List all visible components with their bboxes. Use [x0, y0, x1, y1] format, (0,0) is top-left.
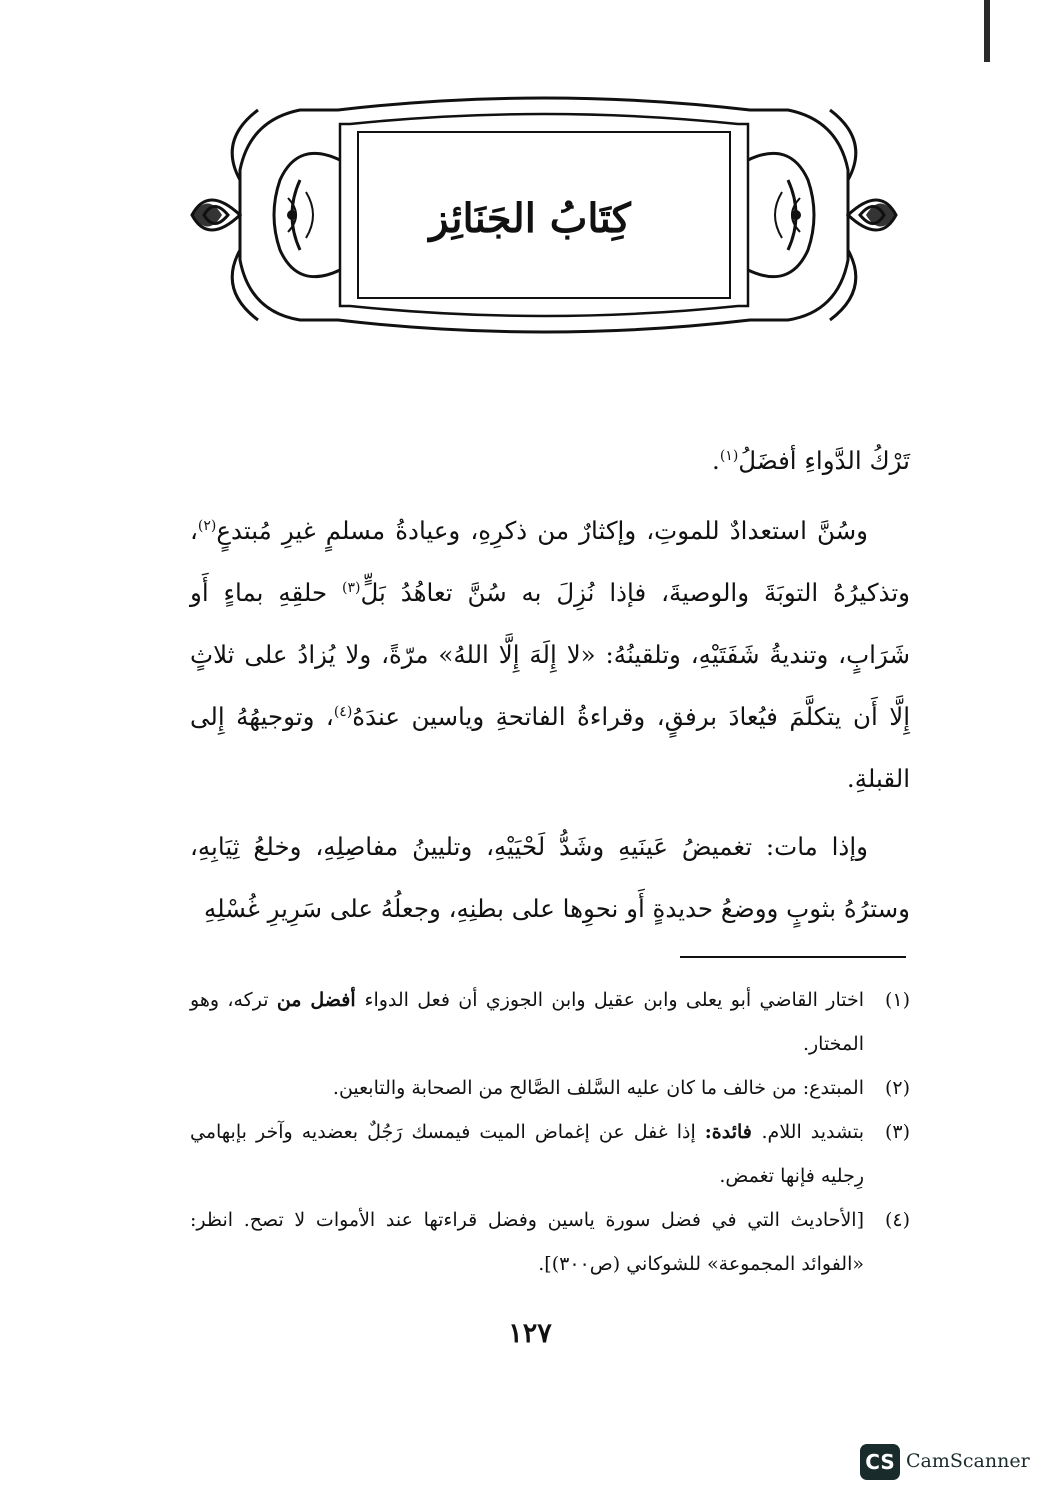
footnotes [190, 978, 910, 1286]
footnote-ref-3: (٣) [342, 579, 361, 596]
footnote-text-part-2: تركه، وهو المختار. [190, 989, 864, 1055]
footnote-text-part: اختار القاضي أبو يعلى وابن عقيل وابن الجوزي أن فعل الدواء [364, 989, 864, 1011]
footnote-text-part: بتشديد اللام. [761, 1121, 864, 1143]
camscanner-logo-icon: CS [860, 1444, 900, 1480]
paragraph-3: وإذا مات: تغميضُ عَينَيهِ وشَدُّ لَحْيَيْهِ، وتليينُ مفاصِلِهِ، وخلعُ ثِيَابِهِ، وسترُهُ بثوبٍ ووضعُ حديدةٍ أَو نحوِها على بطنِهِ، وجعلُهُ على سَرِيرِ غُسْلِهِ [190, 832, 910, 923]
paragraph-2-part-b: ، وتذكيرُهُ التوبَةَ والوصيةَ، فإذا نُزِلَ به سُنَّ تعاهُدُ بَلٍّ [190, 516, 911, 607]
footnote-text-part: [الأحاديث التي في فضل سورة ياسين وفضل قراءتها عند الأموات لا تصح. [243, 1209, 864, 1231]
footnote-2 [190, 1066, 910, 1110]
footnote-number: (٤) [884, 1209, 910, 1231]
footnote-text [190, 1198, 864, 1286]
footnote-3 [190, 1110, 910, 1198]
paragraph-1 [190, 430, 910, 492]
footnote-number: (١) [884, 989, 910, 1011]
paragraph-2-part-c: حلقِهِ بماءٍ أَو شَرَابٍ، وتنديةُ شَفَتَيْهِ، وتلقينُهُ: «لا إِلَهَ إِلَّا اللهُ» مرّةً، ولا يُزادُ على ثلاثٍ إِلَّا أَن يتكلَّمَ فيُعادَ برفقٍ، وقراءةُ الفاتحةِ وياسين عندَهُ [190, 578, 911, 731]
scan-edge-mark [984, 0, 990, 62]
paragraph-2 [190, 500, 910, 810]
paragraph-1-text: تَرْكُ الدَّواءِ أفضَلُ [738, 446, 910, 475]
footnote-number: (٢) [884, 1077, 910, 1099]
footnote-bold-part: فائدة: [704, 1121, 762, 1143]
chapter-title: كِتَابُ الجَنَائِز [429, 194, 631, 242]
footnote-text [190, 978, 864, 1066]
footnote-text-part: المبتدع: من خالف ما كان عليه السَّلف الصَّالح من الصحابة والتابعين. [332, 1077, 864, 1099]
paragraph-2-part-d: ، وتوجيهُهُ إِلى القبلةِ. [190, 702, 910, 793]
footnote-4 [190, 1198, 910, 1286]
footnote-separator [680, 956, 906, 958]
camscanner-watermark: CamScanner [906, 1450, 1030, 1472]
footnote-ref-4: (٤) [333, 703, 353, 720]
page-number: ١٢٧ [508, 1318, 552, 1349]
footnote-text-part-2: انظر: «الفوائد المجموعة» للشوكاني (ص٣٠٠)]. [190, 1209, 864, 1275]
footnote-text-part-2: إذا غفل عن إغماض الميت فيمسك رَجُلٌ بعضديه وآخر بإبهامي رِجليه فإنها تغمض. [190, 1121, 864, 1187]
footnote-bold-part: أفضل من [276, 989, 365, 1011]
footnote-1 [190, 978, 910, 1066]
footnote-ref-2: (٢) [197, 517, 217, 534]
footnote-text [190, 1066, 864, 1110]
footnote-text [190, 1110, 864, 1198]
footnote-number: (٣) [884, 1121, 910, 1143]
paragraph-2-part-a: وسُنَّ استعدادٌ للموتِ، وإكثارٌ من ذكرِهِ، وعيادةُ مسلمٍ غيرِ مُبتدعٍ [216, 516, 868, 545]
paragraph-1-end: . [712, 446, 720, 475]
main-text [190, 430, 910, 946]
footnote-ref-1: (١) [719, 447, 739, 464]
